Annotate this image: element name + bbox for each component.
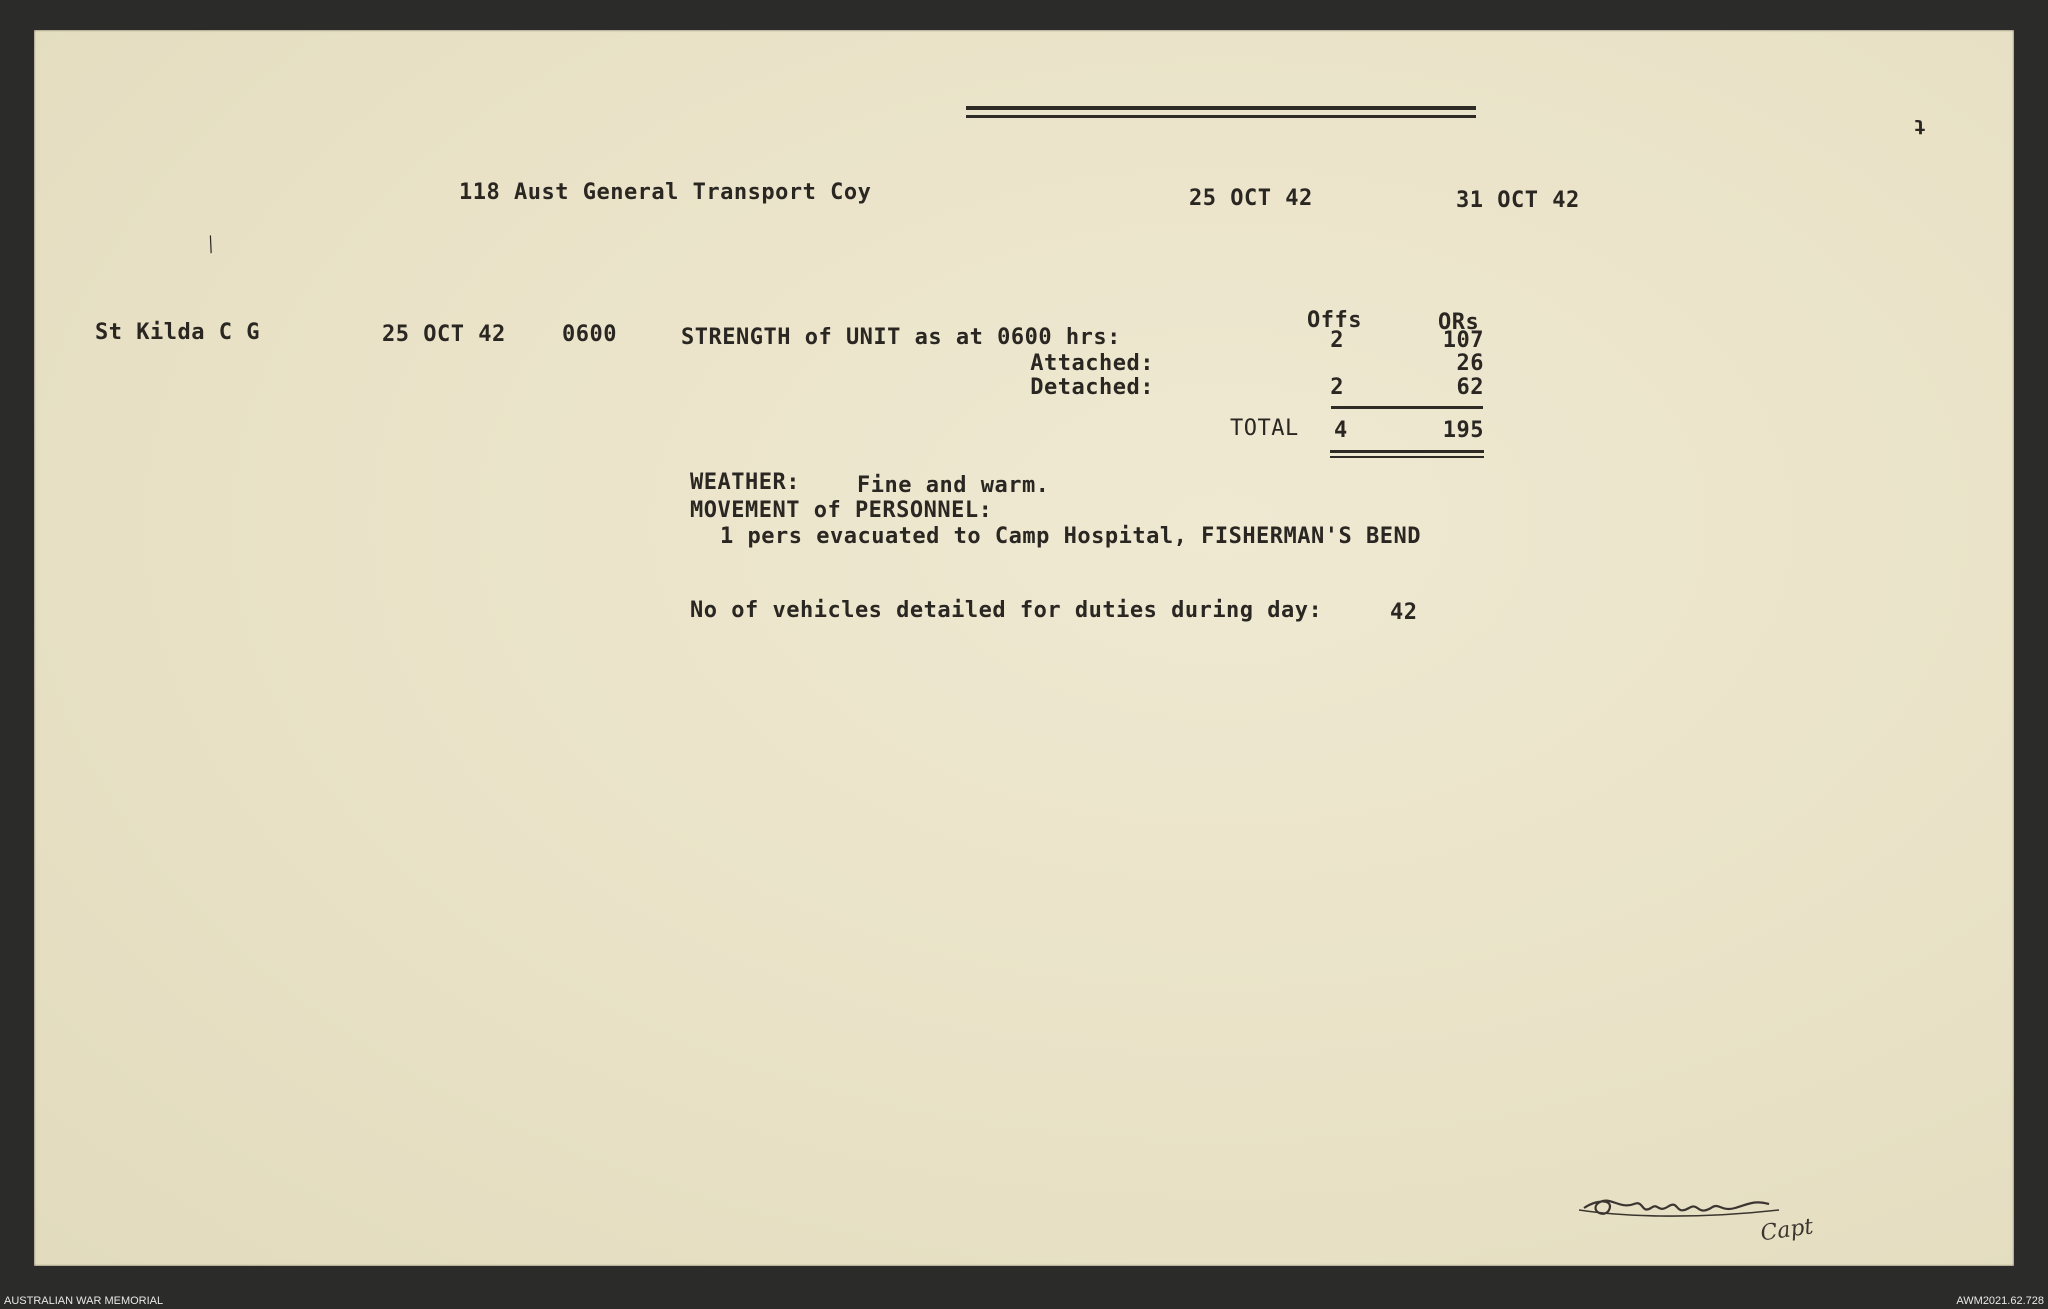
col-ors-header: ORs xyxy=(1438,310,1480,335)
date-to: 31 OCT 42 xyxy=(1456,188,1580,213)
attached-ors: 26 xyxy=(1456,351,1484,376)
total-rule-1 xyxy=(1330,450,1484,453)
strength-ors: 107 xyxy=(1442,328,1484,353)
signature xyxy=(1579,1180,1869,1250)
movement-label: MOVEMENT of PERSONNEL: xyxy=(690,498,993,523)
detached-ors: 62 xyxy=(1456,375,1484,400)
strength-label: STRENGTH of UNIT as at 0600 hrs: xyxy=(681,325,1121,350)
header-rule-bottom xyxy=(966,115,1476,118)
detached-label: Detached: xyxy=(1030,375,1154,400)
vehicles-value: 42 xyxy=(1390,600,1418,625)
signature-rank: Capt xyxy=(1758,1214,1815,1247)
total-ors: 195 xyxy=(1442,418,1484,443)
weather-value: Fine and warm. xyxy=(857,473,1050,498)
unit-name: 118 Aust General Transport Coy xyxy=(459,180,872,205)
entry-place: St Kilda C G xyxy=(95,320,260,345)
movement-text: 1 pers evacuated to Camp Hospital, FISHERMAN'S BEND xyxy=(720,524,1422,549)
entry-time: 0600 xyxy=(562,322,617,347)
col-offs-header: Offs xyxy=(1307,308,1362,333)
entry-date: 25 OCT 42 xyxy=(382,322,506,347)
header-rule-top xyxy=(966,106,1476,110)
total-label: TOTAL xyxy=(1230,416,1299,441)
vehicles-label: No of vehicles detailed for duties during day: xyxy=(690,598,1323,623)
attached-label: Attached: xyxy=(1030,351,1154,376)
footer-left: AUSTRALIAN WAR MEMORIAL xyxy=(4,1295,164,1307)
weather-label: WEATHER: xyxy=(690,470,800,495)
document-page xyxy=(34,30,2014,1266)
date-from: 25 OCT 42 xyxy=(1189,186,1313,211)
pen-mark-left: ⁄ xyxy=(197,228,225,260)
subtotal-rule xyxy=(1331,406,1483,409)
pen-mark-right: ʇ xyxy=(1914,112,1927,136)
detached-offs: 2 xyxy=(1330,375,1344,400)
footer-right: AWM2021.62.728 xyxy=(1956,1295,2044,1307)
total-rule-2 xyxy=(1330,456,1484,458)
strength-offs: 2 xyxy=(1330,328,1344,353)
total-offs: 4 xyxy=(1334,418,1348,443)
